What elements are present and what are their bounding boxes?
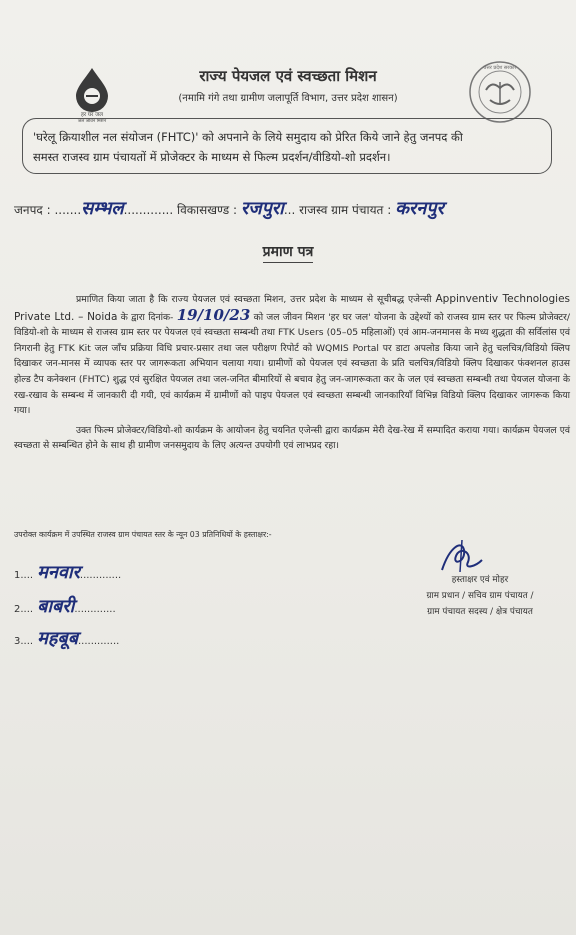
certificate-title: प्रमाण पत्र: [0, 242, 576, 261]
block-label: विकासखण्ड :: [177, 203, 238, 217]
banner-line-1: 'घरेलू क्रियाशील नल संयोजन (FHTC)' को अपनाने के लिये समुदाय को प्रेरित किये जाने हेतु जनपद की: [33, 130, 463, 144]
event-date: 19/10/23: [176, 305, 251, 324]
paragraph-2: उक्त फिल्म प्रोजेक्टर/विडियो-शो कार्यक्रम के आयोजन हेतु चयनित एजेन्सी द्वारा कार्यक्रम मेरी देख-रेख में सम्पादित कराया गया। कार्यक्रम पेयजल एवं स्वच्छता से सम्बन्धित होने के साथ ही ग्रामीण जनसमुदाय के लिए अत्यन्त उपयोगी एवं लाभप्रद रहा।: [14, 424, 570, 452]
signature-block: [390, 572, 570, 620]
representative-1: 1.... मनवार.............: [14, 562, 122, 583]
agency-name: Appinventiv Technologies Private Ltd. – Noida: [14, 293, 570, 323]
district-value: सम्भल: [81, 198, 124, 219]
block-value: रजपुरा: [240, 198, 284, 219]
village-label: राजस्व ग्राम पंचायत :: [299, 203, 392, 217]
location-fields: जनपद : .......सम्भल............. विकासखण्ड : रजपुरा... राजस्व ग्राम पंचायत : करनपुर: [14, 198, 444, 219]
representatives-label: उपरोक्त कार्यक्रम में उपस्थित राजस्व ग्राम पंचायत स्तर के न्यून 03 प्रतिनिधियों के हस्ताक्षर:-: [14, 530, 272, 539]
district-label: जनपद :: [14, 203, 51, 217]
signature-line-3: ग्राम पंचायत सदस्य / क्षेत्र पंचायत: [427, 607, 533, 617]
signature-line-2: ग्राम प्रधान / सचिव ग्राम पंचायत /: [426, 591, 534, 601]
representative-2: 2.... बाबरी.............: [14, 596, 116, 617]
signature-line-1: हस्ताक्षर एवं मोहर: [451, 575, 509, 585]
svg-text:जल जीवन मिशन: जल जीवन मिशन: [77, 119, 107, 122]
svg-text:उत्तर प्रदेश सरकार: उत्तर प्रदेश सरकार: [483, 65, 517, 71]
organization-title: राज्य पेयजल एवं स्वच्छता मिशन: [199, 67, 377, 85]
certificate-body: [14, 292, 570, 454]
banner-line-2: समस्त राजस्व ग्राम पंचायतों में प्रोजेक्टर के माध्यम से फिल्म प्रदर्शन/वीडियो-शो प्रदर्शन।: [33, 150, 391, 164]
signature-scribble: [432, 536, 492, 576]
representative-3: 3.... महबूब.............: [14, 628, 120, 649]
svg-text:हर घर जल: हर घर जल: [81, 112, 103, 118]
program-banner: [22, 118, 552, 174]
village-value: करनपुर: [395, 198, 444, 219]
organization-subtitle: (नमामि गंगे तथा ग्रामीण जलापूर्ति विभाग, उत्तर प्रदेश शासन): [178, 93, 398, 104]
paragraph-1: प्रमाणित किया जाता है कि राज्य पेयजल एवं स्वच्छता मिशन, उत्तर प्रदेश के माध्यम से सूचीबद्ध एजेन्सी Appinventiv Technologies Private Ltd. – Noida के द्वारा दिनांक- 19/10/23 को जल जीवन मिशन 'हर घर जल' योजना के उद्देश्यों को राजस्व ग्राम स्तर पर फिल्म प्रोजेक्टर/विडियो-शो के माध्यम से राजस्व ग्राम स्तर पर पेयजल एवं स्वच्छता सम्बन्धी तथा FTK Users (05–05 महिलाओं) एवं आम-जनमानस के मध्य शुद्धता की सर्विलांस एवं निगरानी हेतु FTK Kit जल जाँच प्रक्रिया विधि प्रचार-प्रसार तथा जल परीक्षण रिपोर्ट को WQMIS Portal पर डाटा अपलोड किया जाने हेतु चलचित्र/विडियो क्लिप दिखाकर जन-मानस में व्यापक स्तर पर जागरूकता अभियान चलाया गया। ग्रामीणों को पेयजल एवं स्वच्छता के प्रति चलचित्र/विडियो क्लिप दिखाकर फंक्शनल हाउस होल्ड टैप कनेक्शन (FHTC) शुद्ध एवं सुरक्षित पेयजल तथा जल-जनित बीमारियों से बचाव हेतु जन-जागरूकता कर के जल एवं स्वच्छता सम्बन्धी तथा पेयजल योजना के रख-रखाव के सम्बन्ध में जानकारी दी गयी, एवं कार्यक्रम में ग्रामीणों को पाइप पेयजल एवं स्वच्छता सम्बन्धी जानकारियाँ विभिन्न विडियो क्लिप दिखाकर जागरूक किया गया।: [14, 293, 571, 417]
